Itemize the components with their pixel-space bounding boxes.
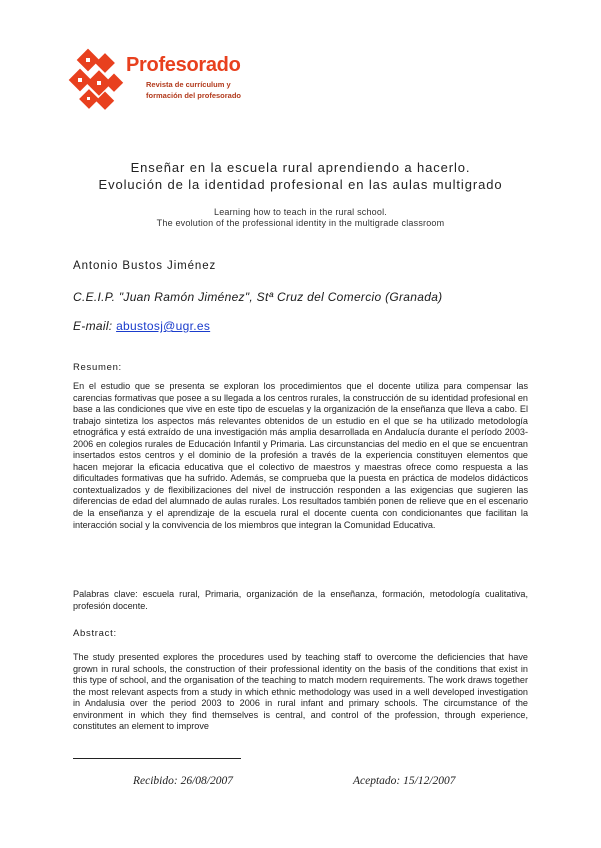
abstract-label: Abstract: xyxy=(73,628,117,639)
resumen-text: En el estudio que se presenta se exploran los procedimientos que el docente utiliza para compensar las carencias formativas que posee a su llegada a los centros rurales, la construcción de su identidad profesional en base a las condiciones que vive en este tipo de escuelas y la organización de la enseñanza que lleva a cabo. El trabajo sintetiza los aspectos más relevantes obtenidos de un estudio en el que se ha utilizado metodología etnográfica y está extraído de una investigación más amplia desarrollada en Andalucía durante el período 2003-2006 en colegios rurales de Educación Infantil y Primaria. Las circunstancias del medio en el que se encuentran insertados estos centros y el dominio de la profesión a través de la experiencia constituyen elementos que hacen mejorar la eficacia educativa que el colectivo de maestros y maestras ofrece como respuesta a las dificultades formativas que ha sufrido. Además, se comprueba que la puesta en práctica de modelos didácticos contextualizados y de flexibilizaciones del nivel de instrucción responden a las exigencias que sugieren las diferencias de edad del alumnado de aulas rurales. Los resultados también ponen de relieve que en el escenario de la enseñanza y el aprendizaje de la escuela rural el docente cuenta con condicionantes que facilitan la interacción social y la convivencia de los miembros que integran la Comunidad Educativa. xyxy=(73,381,528,530)
paper-title-line1: Enseñar en la escuela rural aprendiendo a hacerlo. xyxy=(130,160,471,175)
journal-brand: Profesorado xyxy=(126,54,241,76)
profesorado-logo-icon xyxy=(66,46,128,118)
abstract-text: The study presented explores the procedures used by teaching staff to overcome the deficiencies that have grown in rural schools, the construction of their professional identity on the basis of the conditions that exist in this type of school, and the organisation of the teaching to match modern requirements. The work draws together the most relevant aspects from a study in which ethnic methodology was used in a well developed investigation in Andalusia over the period 2003 to 2006 in rural infant and primary schools. The circumstance of the environment in which they find themselves is central, and control of the profession, through experience, constitutes an element to improve xyxy=(73,652,528,732)
resumen-label: Resumen: xyxy=(73,362,122,373)
accepted-date: Aceptado: 15/12/2007 xyxy=(353,775,456,787)
english-title-line1: Learning how to teach in the rural school. xyxy=(213,207,387,217)
author-affiliation: C.E.I.P. "Juan Ramón Jiménez", Stª Cruz del Comercio (Granada) xyxy=(73,290,443,304)
received-date: Recibido: 26/08/2007 xyxy=(133,775,233,787)
english-title-line2: The evolution of the professional identity in the multigrade classroom xyxy=(156,218,445,228)
footnote-rule xyxy=(73,758,241,759)
keywords-text: Palabras clave: escuela rural, Primaria, organización de la enseñanza, formación, metodología cualitativa, profesión docente. xyxy=(73,589,528,611)
author-email-line xyxy=(73,319,210,333)
email-link[interactable]: abustosj@ugr.es xyxy=(116,319,211,333)
email-label: E-mail: xyxy=(73,319,117,333)
author-name: Antonio Bustos Jiménez xyxy=(73,260,217,272)
journal-logo xyxy=(66,46,256,118)
journal-subtitle-line1: Revista de currículum y xyxy=(146,80,231,89)
journal-subtitle-line2: formación del profesorado xyxy=(146,91,242,100)
paper-title-line2: Evolución de la identidad profesional en las aulas multigrado xyxy=(98,177,503,192)
